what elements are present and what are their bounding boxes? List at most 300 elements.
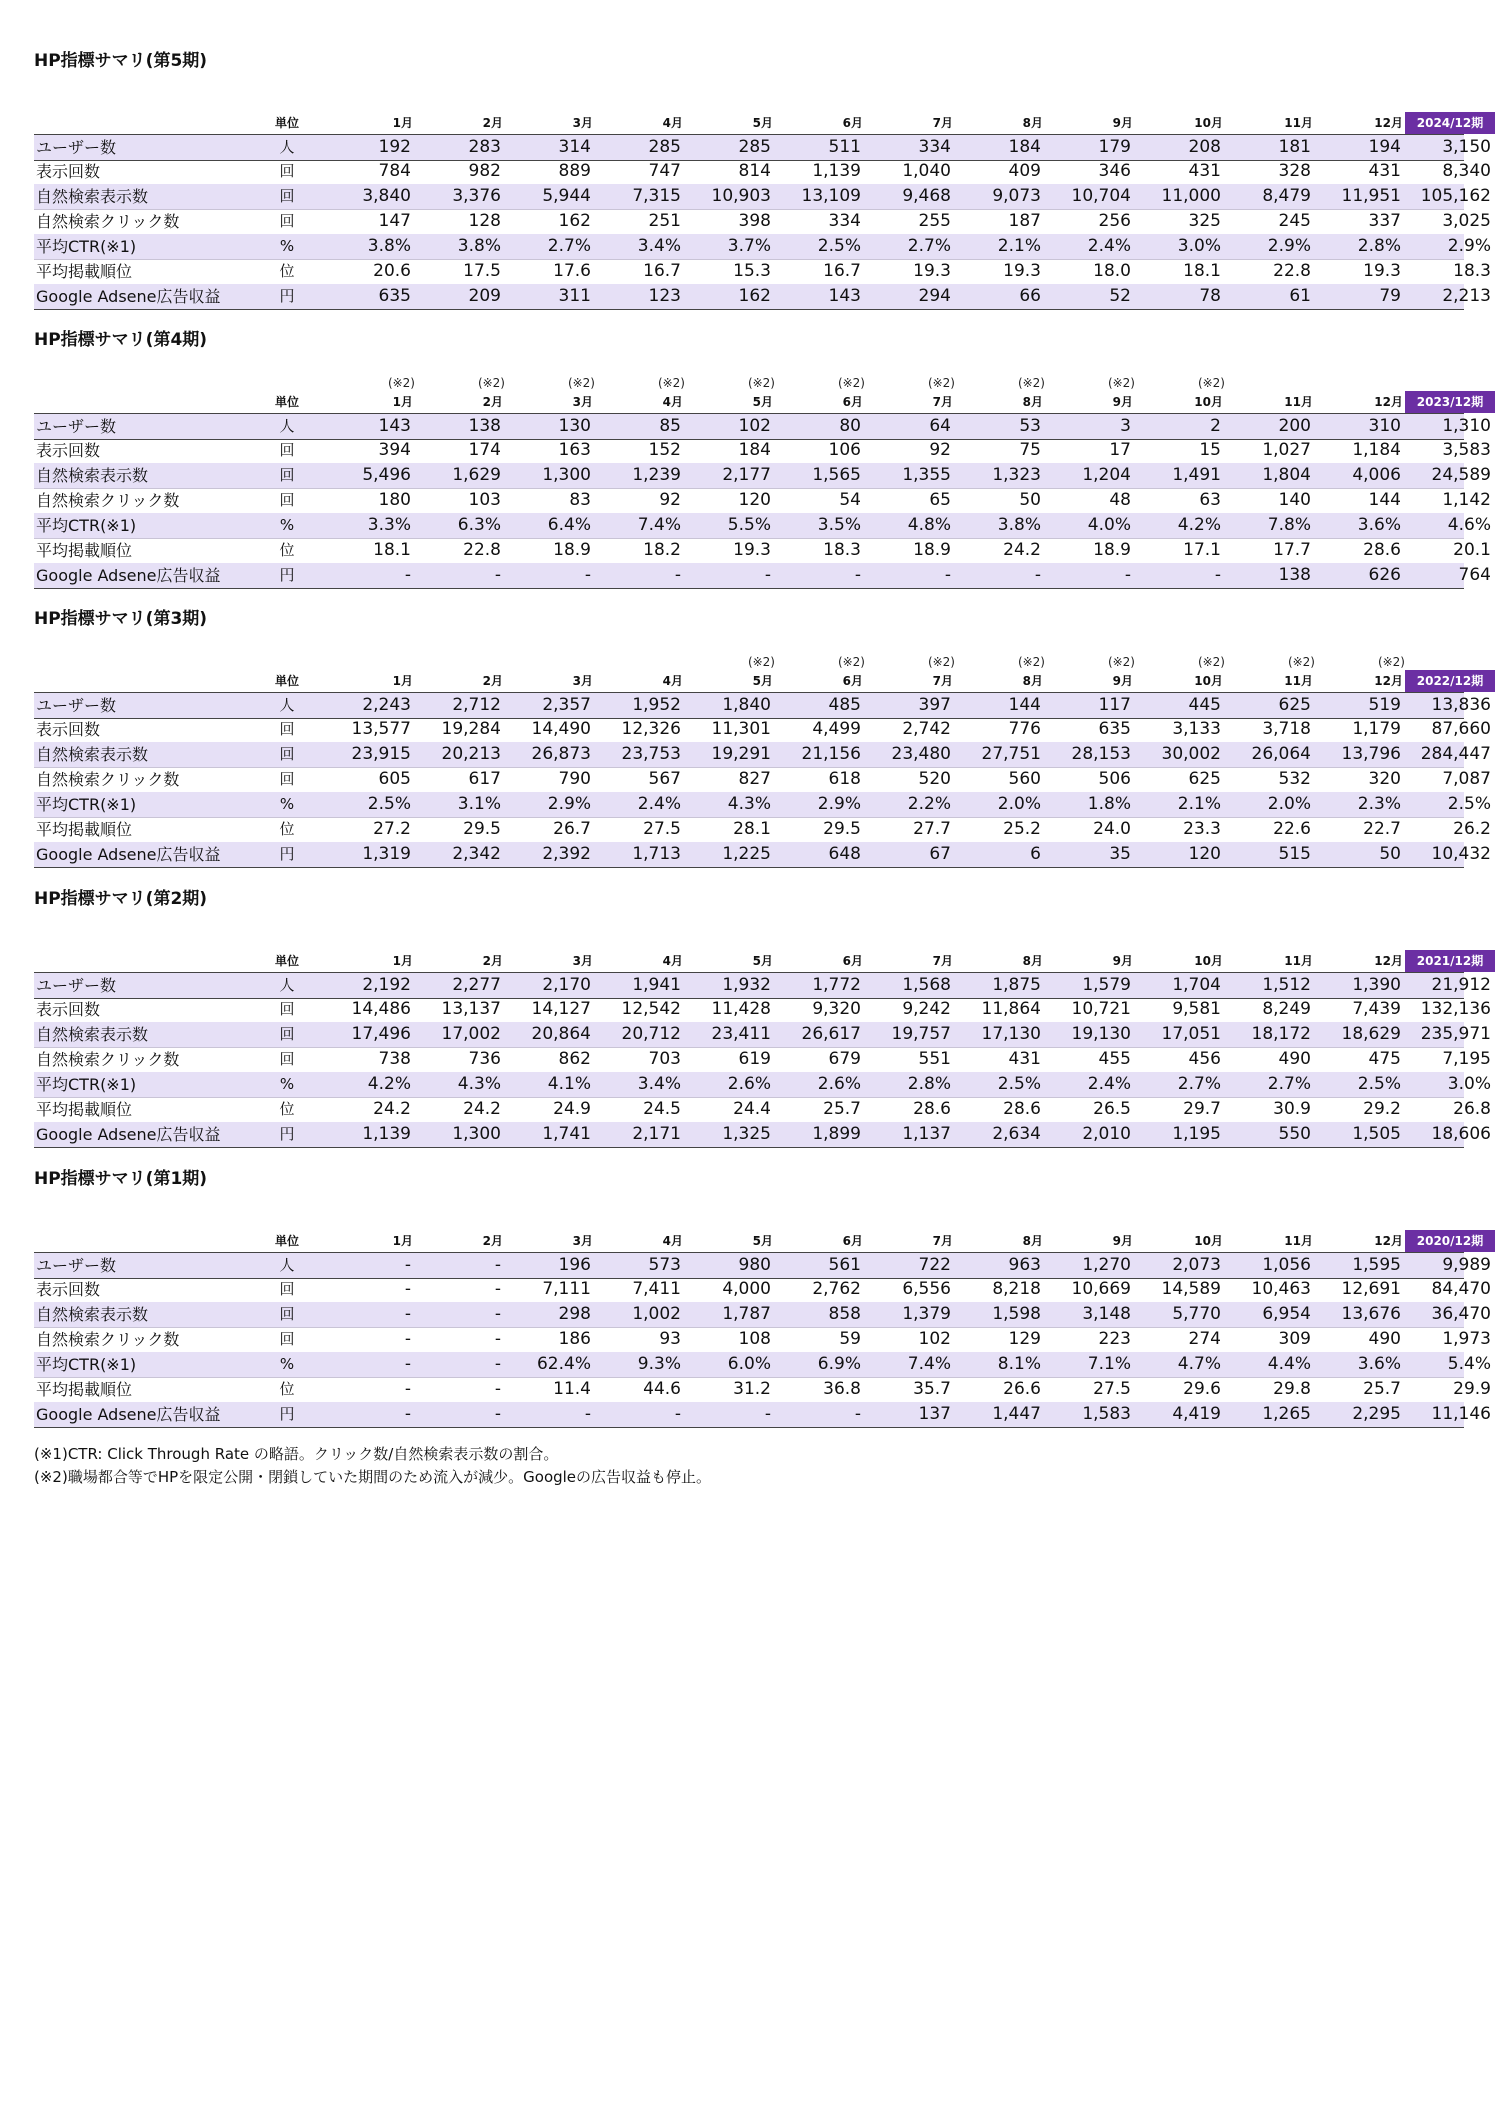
row-unit: 円 [279, 1405, 295, 1423]
table-cell: 1,704 [1172, 975, 1221, 995]
table-cell: 2.2% [907, 794, 951, 814]
table-cell: 3,840 [362, 186, 411, 206]
table-cell: - [494, 1379, 501, 1399]
table-cell: 2.7% [907, 236, 951, 256]
month-header: 4月 [662, 395, 683, 409]
month-header: 9月 [1112, 954, 1133, 968]
table-cell: 13,577 [351, 719, 411, 739]
table-cell: 1,598 [992, 1304, 1041, 1324]
month-header: 1月 [392, 395, 413, 409]
table-cell: 4.4% [1267, 1354, 1311, 1374]
month-header: 5月 [752, 395, 773, 409]
table-cell: 980 [738, 1255, 771, 1275]
row-unit: 位 [279, 262, 295, 280]
table-cell: 618 [828, 769, 861, 789]
table-cell: 5,944 [542, 186, 591, 206]
month-note: (※2) [1017, 376, 1045, 390]
row-label: 自然検索クリック数 [36, 1330, 180, 1349]
table-cell: 180 [378, 490, 411, 510]
table-cell: 294 [918, 286, 951, 306]
row-unit: 人 [279, 976, 295, 994]
table-cell: 17.1 [1183, 540, 1221, 560]
row-label: 自然検索表示数 [36, 1305, 149, 1324]
header-row [34, 670, 1484, 692]
table-cell: 3.8% [457, 236, 501, 256]
row-label: 自然検索クリック数 [36, 1050, 180, 1069]
month-header: 7月 [932, 674, 953, 688]
table-cell: 626 [1368, 565, 1401, 585]
table-cell: 144 [1008, 695, 1041, 715]
month-header: 9月 [1112, 116, 1133, 130]
month-header: 5月 [752, 116, 773, 130]
table-cell: 11,000 [1161, 186, 1221, 206]
table-row [34, 259, 1491, 285]
month-header: 7月 [932, 395, 953, 409]
row-unit: 位 [279, 820, 295, 838]
month-note: (※2) [837, 655, 865, 669]
table-cell: 9,073 [992, 186, 1041, 206]
row-unit: 回 [279, 770, 295, 788]
row-label: Google Adsene広告収益 [36, 1125, 221, 1144]
table-cell: 18.1 [373, 540, 411, 560]
table-cell: - [494, 1279, 501, 1299]
period-total-cell: 10,432 [1431, 844, 1491, 864]
period-total-cell: 7,195 [1442, 1049, 1491, 1069]
table-cell: - [404, 1404, 411, 1424]
table-cell: 455 [1098, 1049, 1131, 1069]
table-cell: 2,342 [452, 844, 501, 864]
table-cell: 5.5% [727, 515, 771, 535]
table-cell: 28,153 [1071, 744, 1131, 764]
month-note: (※2) [567, 376, 595, 390]
table-cell: 1,713 [632, 844, 681, 864]
period-total-cell: 26.2 [1453, 819, 1491, 839]
row-unit: 回 [279, 441, 295, 459]
period-total-cell: 105,162 [1420, 186, 1491, 206]
table-cell: 8,479 [1262, 186, 1311, 206]
summary-section-4 [34, 884, 1491, 1151]
table-cell: 19.3 [733, 540, 771, 560]
table-cell: 1,840 [722, 695, 771, 715]
row-label: 自然検索クリック数 [36, 491, 180, 510]
table-cell: 431 [1008, 1049, 1041, 1069]
table-cell: - [404, 1255, 411, 1275]
table-cell: 398 [738, 211, 771, 231]
table-cell: 137 [918, 1404, 951, 1424]
table-row [34, 972, 1491, 999]
table-cell: 6.0% [727, 1354, 771, 1374]
table-cell: 490 [1368, 1329, 1401, 1349]
table-cell: 1,952 [632, 695, 681, 715]
table-cell: - [404, 1304, 411, 1324]
table-cell: 2 [1210, 416, 1221, 436]
row-label: 平均CTR(※1) [36, 795, 137, 814]
table-cell: 3.3% [367, 515, 411, 535]
table-cell: 108 [738, 1329, 771, 1349]
table-cell: - [584, 565, 591, 585]
month-note: (※2) [1197, 655, 1225, 669]
table-row [34, 159, 1491, 185]
table-cell: 83 [569, 490, 591, 510]
table-cell: 5,770 [1172, 1304, 1221, 1324]
table-cell: 10,704 [1071, 186, 1131, 206]
month-header: 2月 [482, 954, 503, 968]
table-cell: 409 [1008, 161, 1041, 181]
table-cell: 18,629 [1341, 1024, 1401, 1044]
table-cell: 4.3% [457, 1074, 501, 1094]
table-cell: 550 [1278, 1124, 1311, 1144]
table-cell: 617 [468, 769, 501, 789]
table-cell: 29.8 [1273, 1379, 1311, 1399]
table-cell: 13,109 [801, 186, 861, 206]
table-cell: 2,177 [722, 465, 771, 485]
table-cell: 18.3 [823, 540, 861, 560]
header-row [34, 1230, 1484, 1252]
table-cell: 328 [1278, 161, 1311, 181]
period-total-cell: 132,136 [1420, 999, 1491, 1019]
table-cell: 14,490 [531, 719, 591, 739]
table-cell: 19.3 [913, 261, 951, 281]
table-cell: - [494, 1255, 501, 1275]
table-cell: 24.5 [643, 1099, 681, 1119]
table-cell: 17.6 [553, 261, 591, 281]
table-cell: 7.8% [1267, 515, 1311, 535]
table-cell: 184 [738, 440, 771, 460]
table-cell: 245 [1278, 211, 1311, 231]
table-cell: 2,171 [632, 1124, 681, 1144]
table-cell: 25.7 [1363, 1379, 1401, 1399]
table-cell: 4,499 [812, 719, 861, 739]
month-header: 6月 [842, 1234, 863, 1248]
table-cell: 1,379 [902, 1304, 951, 1324]
table-cell: 1,270 [1082, 1255, 1131, 1275]
table-cell: 117 [1098, 695, 1131, 715]
table-cell: 4,006 [1352, 465, 1401, 485]
table-cell: 561 [828, 1255, 861, 1275]
month-note: (※2) [837, 376, 865, 390]
table-row [34, 488, 1491, 514]
row-unit: 円 [279, 845, 295, 863]
table-cell: 1,512 [1262, 975, 1311, 995]
table-cell: 8,218 [992, 1279, 1041, 1299]
table-cell: 567 [648, 769, 681, 789]
header-row [34, 950, 1484, 972]
table-cell: 2.4% [637, 794, 681, 814]
month-header: 2月 [482, 116, 503, 130]
table-cell: 24.4 [733, 1099, 771, 1119]
table-cell: 120 [738, 490, 771, 510]
month-header: 5月 [752, 1234, 773, 1248]
table-cell: 27,751 [981, 744, 1041, 764]
row-label: 平均掲載順位 [36, 820, 133, 839]
table-cell: 186 [558, 1329, 591, 1349]
row-unit: 円 [279, 287, 295, 305]
row-unit: 人 [279, 1256, 295, 1274]
month-note: (※2) [747, 655, 775, 669]
table-row [34, 184, 1491, 210]
row-label: ユーザー数 [36, 1256, 117, 1275]
month-note: (※2) [387, 376, 415, 390]
table-cell: 29.5 [463, 819, 501, 839]
header-row [34, 391, 1484, 413]
table-row [34, 1252, 1491, 1279]
table-cell: 31.2 [733, 1379, 771, 1399]
table-cell: 285 [738, 137, 771, 157]
table-cell: 62.4% [536, 1354, 591, 1374]
period-total-cell: 11,146 [1431, 1404, 1491, 1424]
table-cell: 19.3 [1003, 261, 1041, 281]
table-cell: 152 [648, 440, 681, 460]
table-cell: 9,242 [902, 999, 951, 1019]
table-cell: 1,265 [1262, 1404, 1311, 1424]
table-cell: 1,772 [812, 975, 861, 995]
table-cell: 1,505 [1352, 1124, 1401, 1144]
table-cell: 519 [1368, 695, 1401, 715]
table-cell: 298 [558, 1304, 591, 1324]
row-label: 平均CTR(※1) [36, 237, 137, 256]
table-cell: 1,239 [632, 465, 681, 485]
table-cell: 10,903 [711, 186, 771, 206]
table-cell: 192 [378, 137, 411, 157]
row-unit: 回 [279, 1305, 295, 1323]
table-cell: 314 [558, 137, 591, 157]
table-cell: 27.7 [913, 819, 951, 839]
month-header: 3月 [572, 395, 593, 409]
row-unit: 円 [279, 566, 295, 584]
month-note: (※2) [1197, 376, 1225, 390]
table-cell: 506 [1098, 769, 1131, 789]
table-row [34, 134, 1491, 161]
table-cell: 1,056 [1262, 1255, 1311, 1275]
unit-header: 単位 [274, 1234, 299, 1248]
month-header: 1月 [392, 674, 413, 688]
row-unit: 位 [279, 1100, 295, 1118]
table-cell: 334 [828, 211, 861, 231]
table-cell: 138 [1278, 565, 1311, 585]
table-cell: 54 [839, 490, 861, 510]
month-header: 9月 [1112, 674, 1133, 688]
table-cell: 19.3 [1363, 261, 1401, 281]
table-row [34, 692, 1491, 719]
row-unit: 円 [279, 1125, 295, 1143]
table-cell: 625 [1188, 769, 1221, 789]
row-unit: 回 [279, 1050, 295, 1068]
table-row [34, 209, 1491, 235]
row-label: 平均掲載順位 [36, 262, 133, 281]
month-header: 9月 [1112, 1234, 1133, 1248]
table-cell: 10,721 [1071, 999, 1131, 1019]
table-cell: 28.6 [1363, 540, 1401, 560]
table-row [34, 284, 1491, 310]
month-header: 4月 [662, 116, 683, 130]
table-cell: 200 [1278, 416, 1311, 436]
summary-section-1 [34, 46, 1491, 313]
table-cell: 2.7% [547, 236, 591, 256]
table-cell: 10,669 [1071, 1279, 1131, 1299]
month-header: 7月 [932, 116, 953, 130]
table-cell: 129 [1008, 1329, 1041, 1349]
table-cell: 7,439 [1352, 999, 1401, 1019]
table-cell: 26,873 [531, 744, 591, 764]
table-cell: 337 [1368, 211, 1401, 231]
table-cell: 63 [1199, 490, 1221, 510]
table-cell: 174 [468, 440, 501, 460]
table-cell: 1,184 [1352, 440, 1401, 460]
table-row [34, 742, 1491, 768]
table-cell: 44.6 [643, 1379, 681, 1399]
table-cell: 2,357 [542, 695, 591, 715]
table-cell: 560 [1008, 769, 1041, 789]
table-cell: - [494, 565, 501, 585]
table-cell: 551 [918, 1049, 951, 1069]
table-cell: 19,130 [1071, 1024, 1131, 1044]
table-cell: 2.7% [1177, 1074, 1221, 1094]
table-row [34, 1402, 1491, 1428]
month-header: 6月 [842, 116, 863, 130]
table-cell: 2,742 [902, 719, 951, 739]
period-total-cell: 3.0% [1447, 1074, 1491, 1094]
table-cell: 1.8% [1087, 794, 1131, 814]
table-cell: 50 [1379, 844, 1401, 864]
table-cell: 784 [378, 161, 411, 181]
table-cell: 3.6% [1357, 515, 1401, 535]
table-cell: 75 [1019, 440, 1041, 460]
period-header: 2024/12期 [1405, 112, 1495, 134]
month-header: 12月 [1374, 1234, 1403, 1248]
table-cell: 605 [378, 769, 411, 789]
table-cell: 858 [828, 1304, 861, 1324]
table-cell: 256 [1098, 211, 1131, 231]
period-total-cell: 5.4% [1447, 1354, 1491, 1374]
month-header: 5月 [752, 674, 773, 688]
table-cell: 92 [659, 490, 681, 510]
table-cell: 196 [558, 1255, 591, 1275]
table-cell: 3.4% [637, 1074, 681, 1094]
table-cell: 311 [558, 286, 591, 306]
month-note: (※2) [927, 376, 955, 390]
table-cell: 2.9% [817, 794, 861, 814]
summary-section-2 [34, 325, 1491, 592]
table-cell: 251 [648, 211, 681, 231]
table-row [34, 792, 1491, 818]
table-cell: 208 [1188, 137, 1221, 157]
table-cell: - [404, 1279, 411, 1299]
month-header: 10月 [1194, 116, 1223, 130]
month-header: 3月 [572, 116, 593, 130]
footnote: (※2)職場都合等でHPを限定公開・閉鎖していた期間のため流入が減少。Googleの広告収益も停止。 [34, 1468, 712, 1486]
table-cell: 445 [1188, 695, 1221, 715]
table-cell: 29.6 [1183, 1379, 1221, 1399]
unit-header: 単位 [274, 954, 299, 968]
table-cell: 20,213 [441, 744, 501, 764]
table-cell: 490 [1278, 1049, 1311, 1069]
table-cell: 3.7% [727, 236, 771, 256]
month-header: 6月 [842, 395, 863, 409]
table-cell: 11,428 [711, 999, 771, 1019]
table-cell: 19,284 [441, 719, 501, 739]
table-cell: 11,864 [981, 999, 1041, 1019]
table-cell: 1,579 [1082, 975, 1131, 995]
table-cell: 138 [468, 416, 501, 436]
period-header: 2020/12期 [1405, 1230, 1495, 1252]
table-cell: 140 [1278, 490, 1311, 510]
table-cell: 431 [1188, 161, 1221, 181]
row-label: 平均CTR(※1) [36, 1355, 137, 1374]
table-cell: 1,040 [902, 161, 951, 181]
table-cell: 17,496 [351, 1024, 411, 1044]
table-cell: 4.3% [727, 794, 771, 814]
month-header: 12月 [1374, 116, 1403, 130]
table-cell: 13,796 [1341, 744, 1401, 764]
table-cell: 814 [738, 161, 771, 181]
table-cell: 92 [929, 440, 951, 460]
month-header: 3月 [572, 674, 593, 688]
table-cell: 27.5 [643, 819, 681, 839]
table-cell: 6.3% [457, 515, 501, 535]
month-header: 6月 [842, 954, 863, 968]
table-cell: 64 [929, 416, 951, 436]
table-cell: 1,225 [722, 844, 771, 864]
table-cell: - [494, 1304, 501, 1324]
table-cell: 18,172 [1251, 1024, 1311, 1044]
table-cell: 2.1% [997, 236, 1041, 256]
period-header: 2022/12期 [1405, 670, 1495, 692]
table-cell: 2,295 [1352, 1404, 1401, 1424]
table-cell: - [674, 1404, 681, 1424]
table-cell: 143 [828, 286, 861, 306]
table-cell: 1,741 [542, 1124, 591, 1144]
table-cell: 9,581 [1172, 999, 1221, 1019]
table-cell: 776 [1008, 719, 1041, 739]
table-cell: 1,787 [722, 1304, 771, 1324]
row-label: 自然検索表示数 [36, 187, 149, 206]
table-cell: - [404, 1354, 411, 1374]
table-cell: 29.2 [1363, 1099, 1401, 1119]
table-cell: 6.9% [817, 1354, 861, 1374]
table-cell: 18.1 [1183, 261, 1221, 281]
table-cell: 1,137 [902, 1124, 951, 1144]
table-row [34, 563, 1491, 589]
month-header: 3月 [572, 1234, 593, 1248]
row-label: 平均掲載順位 [36, 541, 133, 560]
table-cell: 3.0% [1177, 236, 1221, 256]
table-cell: 4.7% [1177, 1354, 1221, 1374]
table-cell: 14,589 [1161, 1279, 1221, 1299]
table-cell: 1,319 [362, 844, 411, 864]
table-cell: 790 [558, 769, 591, 789]
table-cell: 2,243 [362, 695, 411, 715]
table-cell: - [944, 565, 951, 585]
period-total-cell: 24,589 [1431, 465, 1491, 485]
table-cell: 28.1 [733, 819, 771, 839]
row-label: Google Adsene広告収益 [36, 845, 221, 864]
table-cell: 475 [1368, 1049, 1401, 1069]
table-cell: 1,899 [812, 1124, 861, 1144]
table-cell: 3.8% [997, 515, 1041, 535]
table-cell: 21,156 [801, 744, 861, 764]
table-cell: 2.9% [1267, 236, 1311, 256]
row-unit: % [279, 1355, 295, 1373]
table-cell: 4.8% [907, 515, 951, 535]
month-header: 1月 [392, 116, 413, 130]
month-note: (※2) [1107, 655, 1135, 669]
table-row [34, 463, 1491, 489]
table-cell: 625 [1278, 695, 1311, 715]
table-cell: - [674, 565, 681, 585]
table-cell: 120 [1188, 844, 1221, 864]
table-cell: 2.9% [547, 794, 591, 814]
table-cell: 1,595 [1352, 1255, 1401, 1275]
